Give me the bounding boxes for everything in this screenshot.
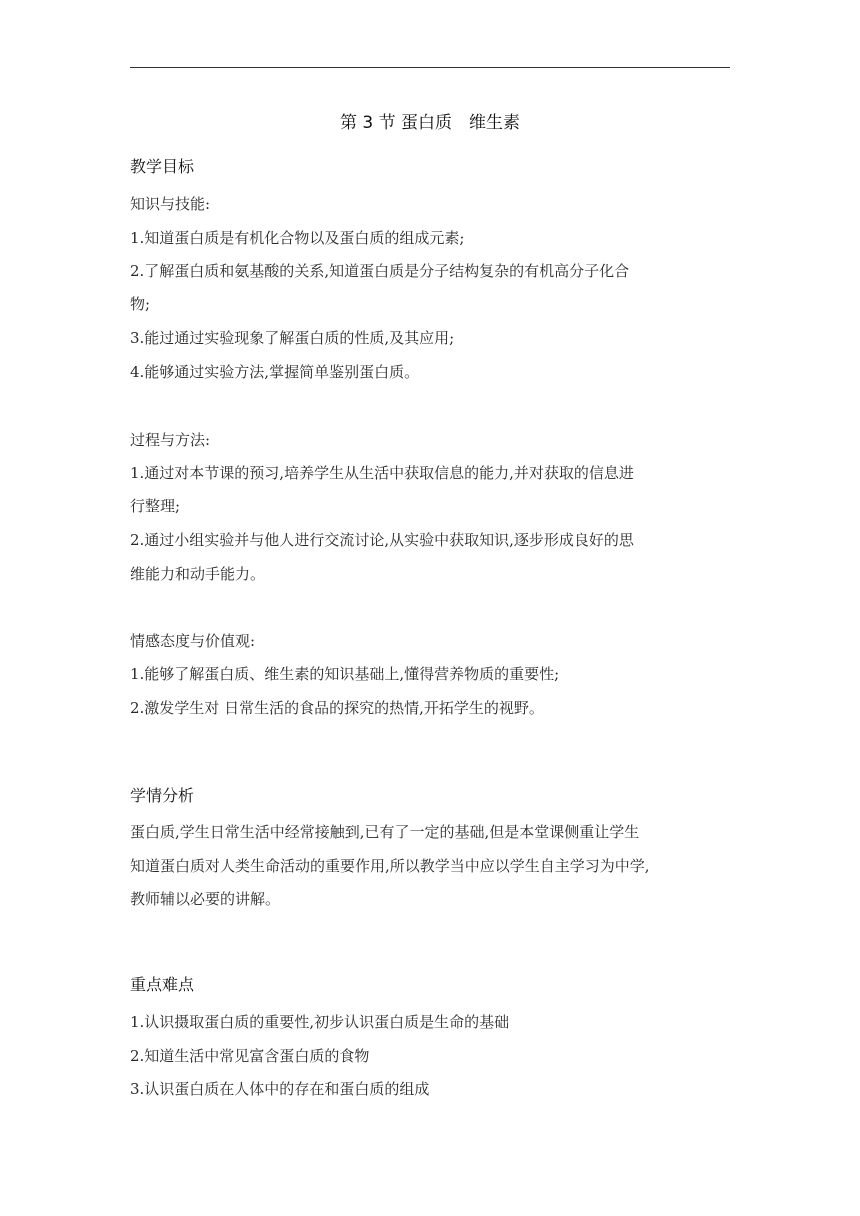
knowledge-item-2-cont: 物; (130, 295, 151, 313)
document-title: 第 3 节 蛋白质 维生素 (339, 113, 521, 133)
knowledge-item-2: 2.了解蛋白质和氨基酸的关系,知道蛋白质是分子结构复杂的有机高分子化合 (130, 262, 630, 280)
emotion-label: 情感态度与价值观: (130, 632, 256, 650)
process-item-2-cont: 维能力和动手能力。 (130, 565, 266, 583)
heading-teaching-goals: 教学目标 (130, 157, 195, 176)
analysis-line-3: 教师辅以必要的讲解。 (130, 890, 281, 908)
emotion-item-2: 2.激发学生对 日常生活的食品的探究的热情,开拓学生的视野。 (130, 699, 544, 717)
process-label: 过程与方法: (130, 431, 211, 449)
header-rule (130, 67, 730, 68)
knowledge-label: 知识与技能: (130, 195, 211, 213)
key-point-2: 2.知道生活中常见富含蛋白质的食物 (130, 1047, 370, 1065)
emotion-item-1: 1.能够了解蛋白质、维生素的知识基础上,懂得营养物质的重要性; (130, 665, 560, 683)
key-point-3: 3.认识蛋白质在人体中的存在和蛋白质的组成 (130, 1080, 430, 1098)
heading-key-points: 重点难点 (130, 975, 195, 994)
knowledge-item-1: 1.知道蛋白质是有机化合物以及蛋白质的组成元素; (130, 229, 465, 247)
process-item-1: 1.通过对本节课的预习,培养学生从生活中获取信息的能力,并对获取的信息进 (130, 464, 634, 482)
knowledge-item-4: 4.能够通过实验方法,掌握简单鉴别蛋白质。 (130, 363, 420, 381)
process-item-2: 2.通过小组实验并与他人进行交流讨论,从实验中获取知识,逐步形成良好的思 (130, 531, 634, 549)
analysis-line-2: 知道蛋白质对人类生命活动的重要作用,所以教学当中应以学生自主学习为中学, (130, 857, 650, 875)
process-item-1-cont: 行整理; (130, 497, 181, 515)
heading-student-analysis: 学情分析 (130, 786, 195, 805)
key-point-1: 1.认识摄取蛋白质的重要性,初步认识蛋白质是生命的基础 (130, 1013, 510, 1031)
analysis-line-1: 蛋白质,学生日常生活中经常接触到,已有了一定的基础,但是本堂课侧重让学生 (130, 823, 640, 841)
knowledge-item-3: 3.能过通过实验现象了解蛋白质的性质,及其应用; (130, 329, 455, 347)
